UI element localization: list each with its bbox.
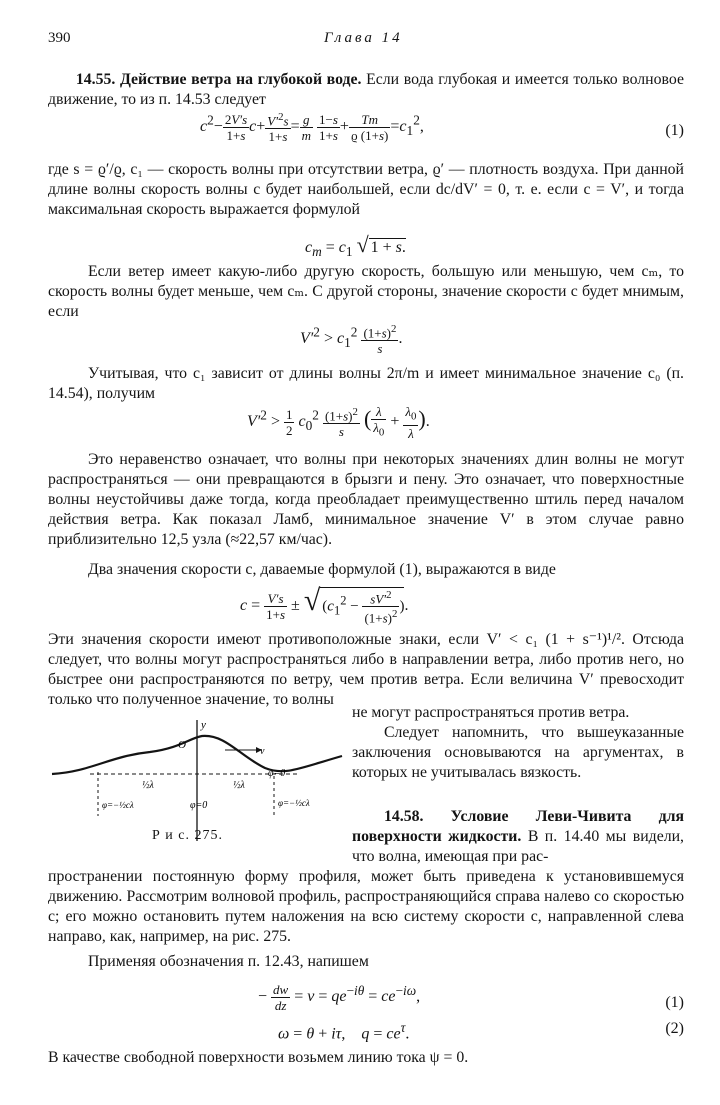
paragraph-two-values: Два значения скорости c, даваемые формулой (1), выражаются в виде (88, 561, 556, 578)
paragraph-other-speed: Если ветер имеет какую-либо другую скорость, большую или меньшую, чем cₘ, то скорость волны будет меньше, чем cₘ. С другой стороны, значение скорости c будет мнимым, если (48, 263, 684, 320)
paragraph-opposite-signs: Эти значения скорости имеют противоположные знаки, если V′ < c₁ (1 + s⁻¹)¹/². Отсюда следует, что волны могут распространяться либо в направлении ветра, либо против него, но быстрее они распространяются по ветру, чем против ветра. Если величина V′ превосходит только что полученное значение, то волны (48, 631, 684, 708)
paragraph-cannot-propagate: не могут распространяться против ветра. (352, 704, 630, 721)
paragraph-inequality-meaning: Это неравенство означает, что волны при некоторых значениях длин волны не могут распространяться — они превращаются в брызги и пену. Это означает, что поверхностные волны неустойчивы даже тогда, когда преобладает преимущественно штиль перед началом действия ветра. Как показал Ламб, минимальное значение V′ в этом случае равно приблизительно 12,5 узла (≈22,57 км/час). (48, 451, 684, 548)
paragraph-where-s: где s = ϱ′/ϱ, c₁ — скорость волны при отсутствии ветра, ϱ′ — плотность воздуха. При данной длине волны скорость волны c будет наибольшей, если dc/dV′ = 0, т. е. если c = V′, и тогда максимальная скорость выражается формулой (48, 161, 684, 218)
figure-label-phi-right: φ=−½cλ (278, 798, 310, 808)
paragraph-considering: Учитывая, что c₁ зависит от длины волны 2π/m и имеет минимальное значение c₀ (п. 14.54), получим (48, 365, 684, 402)
figure-label-y: y (201, 719, 206, 731)
paragraph-viscosity-remark: Следует напомнить, что вышеуказанные заключения основываются на аргументах, в которых не учитывалась вязкость. (352, 724, 684, 781)
paragraph-steady-motion: пространении постоянную форму профиля, может быть приведена к установившемуся движению. Рассмотрим волновой профиль, распространяющийся справа налево со скоростью c; его можно остановить путем наложения на всю систему скорости c, направленной слева направо, как, например, на рис. 275. (48, 868, 684, 945)
figure-label-phi0-mid: φ=0 (190, 800, 208, 811)
running-header (48, 30, 684, 52)
paragraph-free-surface: В качестве свободной поверхности возьмем линию тока ψ = 0. (48, 1049, 469, 1066)
figure-label-half-lambda-left: ½λ (142, 780, 154, 791)
section-14-55-intro-text: Если вода глубокая и имеется только волновое движение, то из п. 14.53 следует (48, 71, 684, 108)
figure-275-caption: Р и с. 275. (152, 828, 223, 843)
figure-label-half-lambda-right: ½λ (233, 780, 245, 791)
equation-2-number: (2) (665, 1020, 684, 1037)
section-14-58-intro-text: В п. 14.40 мы видели, что волна, имеющая при рас- (352, 828, 685, 865)
equation-lambda-condition: $V'^2$ > $\frac{1}{2}$ $c_0^2$ $\frac{(1+s)^2}{s}$ ( $\frac{\lambda}{\lambda_0}$ + $\frac{\lambda_0}{\lambda}$ ). (247, 404, 430, 441)
equation-omega: ω = θ + iτ, $q = ce^\tau$. (278, 1020, 410, 1043)
equation-two-values: c = $\frac{V's}{1+s}$ ± √ ($c_1^2$ − $\frac{sV'^2}{(1+s)^2}$ ). (240, 584, 409, 626)
paragraph-applying-notation: Применяя обозначения п. 12.43, напишем (88, 953, 369, 970)
section-14-58-intro (352, 807, 684, 867)
chapter-title: Глава 14 (324, 30, 403, 46)
equation-1: $c^2-$ $\frac{2V's}{1+s}$ c+ $\frac{V'^2s}{1+s}$ = $\frac{g}{m}$ $\frac{1-s}{1+s}$ + $\frac{Tm}{ϱ (1+s)}$ $=c_1^2$, (200, 111, 424, 145)
equation-complex-velocity: − $\frac{dw}{dz}$ = $v = qe^{-i\theta} = ce^{-i\omega}$, (258, 982, 421, 1013)
equation-1-number: (1) (665, 122, 684, 139)
section-14-55-title: 14.55. Действие ветра на глубокой воде. (75, 71, 362, 88)
page-number: 390 (48, 30, 71, 46)
figure-label-v: v (260, 746, 265, 757)
figure-label-origin: O (178, 739, 186, 751)
section-14-55-intro (48, 70, 684, 110)
figure-275-wave-profile (50, 716, 350, 846)
section-14-58-title: 14.58. Условие Леви-Чивита для поверхности жидкости. (352, 808, 684, 845)
equation-imaginary-condition: $V'^2 > c_1^2$ $\frac{(1+s)^2}{s}$ . (300, 323, 403, 357)
figure-label-phi0-right: φ=0 (268, 768, 286, 779)
figure-label-phi-left: φ=−½cλ (102, 800, 134, 810)
equation-1-number-b: (1) (665, 994, 684, 1011)
equation-cm: $c_m = c_1$ √ 1 + s. (305, 232, 406, 260)
